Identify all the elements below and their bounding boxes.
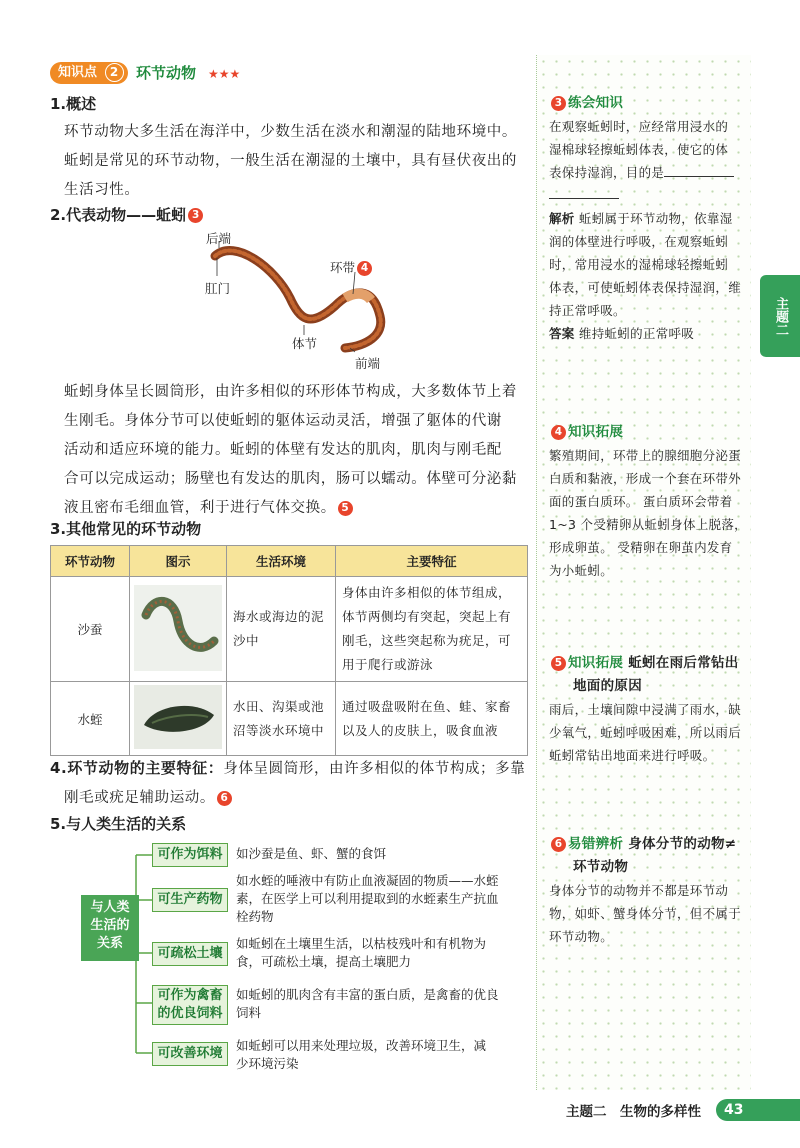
table-row: 水蛭 水田、沟渠或池沼等淡水环境中 通过吸盘吸附在鱼、蛙、家畜以及人的皮肤上，吸食血液	[51, 682, 528, 756]
s4-text: 4.环节动物的主要特征：身体呈圆筒形，由许多相似的体节构成；多靠 刚毛或疣足辅助运动。 6	[50, 759, 526, 806]
knowledge-point-number: 2	[105, 63, 124, 82]
s1-body: 环节动物大多生活在海洋中，少数生活在淡水和潮湿的陆地环境中。 蚯蚓是常见的环节动物，一般生活在潮湿的土壤中，具有昼伏夜出的 生活习性。	[64, 124, 517, 198]
section-title: 环节动物	[136, 64, 197, 82]
label-rear: 后端	[206, 231, 232, 246]
s2-heading: 2.代表动物——蚯蚓 3	[50, 204, 205, 225]
label-segment: 体节	[292, 336, 318, 351]
mindmap-item-feed: 可作为禽畜的优良饲料	[152, 985, 228, 1025]
note-badge: 6	[217, 791, 232, 806]
label-clitellum: 环带 4	[330, 258, 374, 276]
s3-heading: 3.其他常见的环节动物	[50, 520, 202, 538]
mindmap-text-medicine: 如水蛭的唾液中有防止血液凝固的物质——水蛭素，在医学上可以利用提取到的水蛭素生产抗血栓药物	[236, 873, 499, 924]
ragworm-image	[134, 585, 222, 671]
sidebar-b6: 6 易错辨析 身体分节的动物≠ 环节动物 身体分节的动物并不都是环节动 物，如虾、蟹身体分节，但不属于 环节动物。	[549, 836, 742, 944]
footer-text: 主题二 生物的多样性	[566, 1104, 701, 1120]
mindmap-text-bait: 如沙蚕是鱼、虾、蟹的食饵	[236, 846, 387, 861]
s2-body: 蚯蚓身体呈长圆筒形，由许多相似的环形体节构成，大多数体节上着 生刚毛。身体分节可以使蚯蚓的躯体运动灵活，增强了躯体的代谢 活动和适应环境的能力。蚯蚓的体壁有发达的肌肉，肌肉与刚毛配 合可以完成运动；肠壁也有发达的肌肉，肠可以蠕动。体壁可分泌黏 液且密布毛细血管，利于进行气体交换。 5	[64, 384, 517, 516]
mindmap-item-medicine: 可生产药物	[152, 888, 228, 912]
mindmap-item-bait: 可作为饵料	[152, 843, 228, 867]
answer-blank	[549, 184, 619, 199]
page-number: 43	[716, 1099, 800, 1121]
note-badge: 4	[551, 425, 566, 440]
note-badge: 3	[188, 208, 203, 223]
mindmap-item-environment: 可改善环境	[152, 1042, 228, 1066]
note-badge: 5	[551, 656, 566, 671]
label-front: 前端	[355, 356, 381, 371]
sidebar-b4: 4 知识拓展 繁殖期间，环带上的腺细胞分泌蛋 白质和黏液，形成一个套在环带外 面的蛋白质环。 蛋白质环会带着 1~3 个受精卵从蚯蚓身体上脱落， 形成卵茧。 受精卵在卵茧内发育 为小蚯蚓。	[549, 424, 747, 578]
table-row: 沙蚕 海水或海边的泥沙中 身体由许多相似的体节组成，体节两侧均有突起，突起上有刚毛，这些突起称为疣足，可用于爬行或游泳	[51, 577, 528, 682]
mindmap-center: 与人类生活的关系	[81, 895, 139, 961]
mindmap-text-soil: 如蚯蚓在土壤里生活，以枯枝残叶和有机物为食，可疏松土壤，提高土壤肥力	[236, 936, 487, 969]
s1-heading: 1.概述	[50, 95, 97, 113]
sidebar-b5: 5 知识拓展 蚯蚓在雨后常钻出 地面的原因 雨后，土壤间隙中浸满了雨水，缺 少氧气，蚯蚓呼吸困难，所以雨后 蚯蚓常钻出地面来进行呼吸。	[549, 655, 742, 763]
note-badge: 5	[338, 501, 353, 516]
note-badge: 3	[551, 96, 566, 111]
s5-heading: 5.与人类生活的关系	[50, 815, 187, 833]
label-anus: 肛门	[205, 281, 231, 296]
clitellum-band	[345, 294, 371, 300]
difficulty-stars: ★★★	[208, 67, 241, 81]
note-badge: 4	[357, 261, 372, 276]
sidebar-b3: 3 练会知识 在观察蚯蚓时，应经常用浸水的 湿棉球轻擦蚯蚓体表，使它的体 表保持湿润，目的是 解析 蚯蚓属于环节动物，依靠湿 润的体壁进行呼吸，在观察蚯蚓 时，常用浸水的湿棉球轻擦蚯蚓 体表，可使蚯蚓体表保持湿润，维 持正常呼吸。 答案 维持蚯蚓的正常呼吸	[549, 95, 742, 341]
note-badge: 6	[551, 837, 566, 852]
side-tab: 主题二	[760, 275, 800, 357]
mindmap-text-environment: 如蚯蚓可以用来处理垃圾，改善环境卫生，减少环境污染	[236, 1038, 487, 1071]
answer-blank	[664, 162, 734, 177]
table-header-row: 环节动物 图示 生活环境 主要特征	[51, 546, 528, 577]
mindmap-text-feed: 如蚯蚓的肌肉含有丰富的蛋白质，是禽畜的优良饲料	[236, 987, 499, 1020]
leech-image	[134, 685, 222, 749]
mindmap-item-soil: 可疏松土壤	[152, 942, 228, 966]
knowledge-point-tag: 知识点 2	[50, 62, 128, 84]
annelid-table	[50, 545, 528, 756]
